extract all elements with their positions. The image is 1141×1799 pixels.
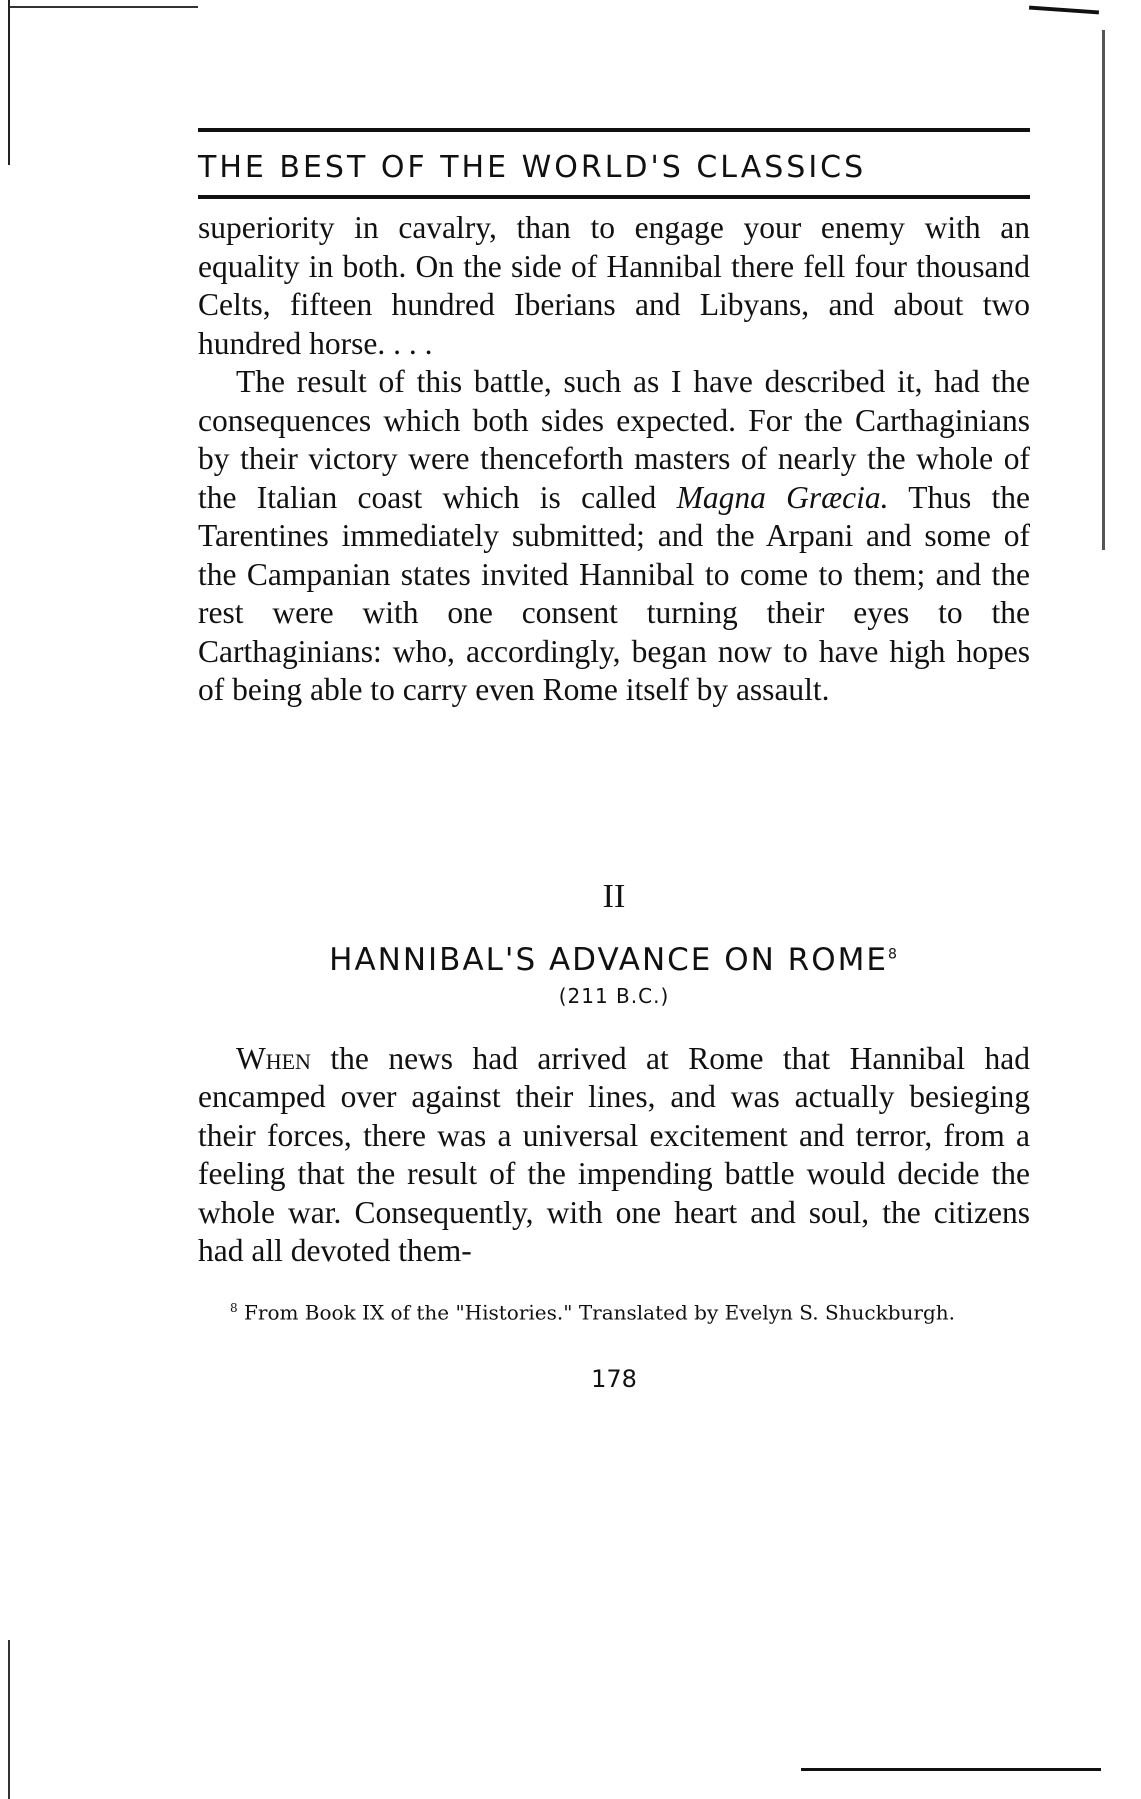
magna-graecia-term: Magna Græcia.	[676, 479, 889, 515]
paragraph-continued: superiority in cavalry, than to engage your enemy with an equality in both. On the side of Hannibal there fell four thousand Celts, fifteen hundred Iberians and Libyans, and about two hundred horse. . . .	[198, 210, 1030, 361]
paragraph-result-part-b: Thus the Tarentines immediately submitted; and the Arpani and some of the Campanian states invited Hannibal to come to them; and the rest were with one consent turning their eyes to the Carthaginians: who, accordingly, began now to have high hopes of being able to carry even Rome itself by assault.	[198, 479, 1030, 707]
scan-border-left-lower	[8, 1640, 10, 1799]
scan-border-left	[8, 0, 10, 165]
page-number: 178	[591, 1365, 637, 1394]
paragraph-news-text: the news had arrived at Rome that Hannibal had encamped over against their lines, and was actually besieging their forces, there was a universal excitement and terror, from a feeling that the result of the impending battle would decide the whole war. Consequently, with one heart and soul, the citizens had all devoted them-	[198, 1040, 1030, 1268]
chapter-title-text: HANNIBAL'S ADVANCE ON ROME	[329, 941, 888, 978]
scan-border-bottom	[801, 1768, 1101, 1771]
header-rule-bottom	[198, 195, 1030, 199]
footnote	[198, 1293, 1030, 1328]
paragraph-result-part-a: The result of this battle, such as I have described it, had the consequences which both sides expected. For the Carthaginians by their victory were thenceforth masters of nearly the whole of the Italian coast which is called	[198, 364, 1030, 515]
scan-border-right-corner	[1029, 6, 1099, 15]
chapter-footnote-marker: 8	[887, 946, 899, 963]
chapter-date: (211 B.C.)	[558, 983, 670, 1008]
paragraph-news	[198, 1040, 1030, 1271]
paragraph-result	[198, 363, 1030, 710]
section-two-text	[198, 1040, 1030, 1271]
drop-word: When	[236, 1040, 311, 1076]
scan-border-right	[1102, 30, 1105, 550]
book-page	[198, 128, 1030, 1393]
footnote-text: From Book IX of the "Histories." Translated by Evelyn S. Shuckburgh.	[244, 1300, 956, 1325]
footnote-marker: 8	[230, 1300, 238, 1315]
section-one-text	[198, 209, 1030, 710]
running-title: THE BEST OF THE WORLD'S CLASSICS	[198, 150, 867, 185]
chapter-title	[198, 942, 1030, 978]
scan-border-top	[8, 6, 198, 8]
section-number: II	[602, 877, 626, 915]
header-rule-top	[198, 128, 1030, 132]
